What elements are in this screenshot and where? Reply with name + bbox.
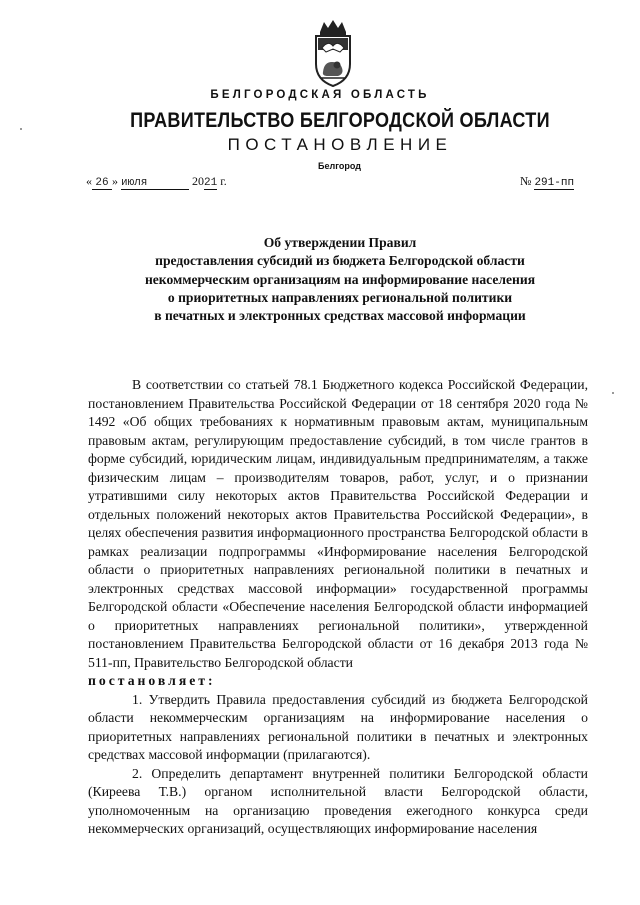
- city-name: Белгород: [318, 161, 361, 171]
- decree-title: [70, 234, 610, 325]
- title-line: Об утверждении Правил: [263, 235, 417, 250]
- title-line: предоставления субсидий из бюджета Белгородской области: [155, 253, 525, 269]
- date-quote-open: «: [86, 174, 92, 188]
- preamble-paragraph: В соответствии со статьей 78.1 Бюджетного кодекса Российской Федерации, постановлением Правительства Российской Федерации от 18 сентября 2020 года № 1492 «Об общих требованиях к нормативным правовым актам, муниципальным правовым актам, регулирующим предоставление субсидий, в том числе грантов в форме субсидий, юридическим лицам, индивидуальным предпринимателям, а также физическим лицам – производителям товаров, работ, услуг, и о признании утратившими силу некоторых актов Правительства Российской Федерации и отдельных положений некоторых актов Правительства Российской Федерации», в целях обеспечения развития информационного пространства Белгородской области в рамках реализации подпрограммы «Информирование населения Белгородской области о приоритетных направлениях региональной политики в печатных и электронных средствах массовой информации» государственной программы Белгородской области «Обеспечение населения Белгородской области информацией о приоритетных направлениях региональной политики», утвержденной постановлением Правительства Белгородской области от 16 декабря 2013 года № 511-пп, Правительство Белгородской области: [88, 377, 588, 670]
- date-year-prefix: 20: [192, 174, 204, 188]
- item-2-paragraph: 2. Определить департамент внутренней политики Белгородской области (Киреева Т.В.) органом исполнительной власти Белгородской области, уполномоченным на организацию проведения ежегодного конкурса среди некоммерческих организаций, осуществляющих информирование населения: [88, 765, 588, 836]
- decree-body: [88, 376, 588, 839]
- decree-number: [520, 174, 574, 189]
- scan-mark: [20, 128, 22, 130]
- number-prefix: №: [520, 174, 535, 188]
- resolves-keyword: постановляет:: [88, 673, 216, 688]
- date-month: июля: [121, 177, 189, 190]
- date-day: 26: [92, 177, 112, 190]
- decree-date: [86, 174, 227, 190]
- government-name: ПРАВИТЕЛЬСТВО БЕЛГОРОДСКОЙ ОБЛАСТИ: [130, 109, 550, 132]
- number-value: 291-пп: [534, 177, 575, 189]
- document-type: ПОСТАНОВЛЕНИЕ: [227, 135, 453, 154]
- region-name: БЕЛГОРОДСКАЯ ОБЛАСТЬ: [210, 89, 430, 101]
- title-line: некоммерческим организациям на информирование населения: [144, 271, 536, 287]
- belgorod-coat-of-arms-icon: [306, 18, 360, 88]
- date-year-abbr: г.: [217, 174, 227, 188]
- date-year-suffix: 21: [204, 177, 218, 189]
- item-1-paragraph: 1. Утвердить Правила предоставления субсидий из бюджета Белгородской области некоммерческим организациям на информирование населения о приоритетных направлениях региональной политики в печатных и электронных средствах массовой информации (прилагаются).: [88, 691, 588, 762]
- title-line: о приоритетных направлениях региональной политики: [167, 289, 513, 305]
- date-quote-close: »: [112, 174, 118, 188]
- scan-mark: [612, 392, 614, 394]
- title-line: в печатных и электронных средствах массовой информации: [154, 308, 526, 324]
